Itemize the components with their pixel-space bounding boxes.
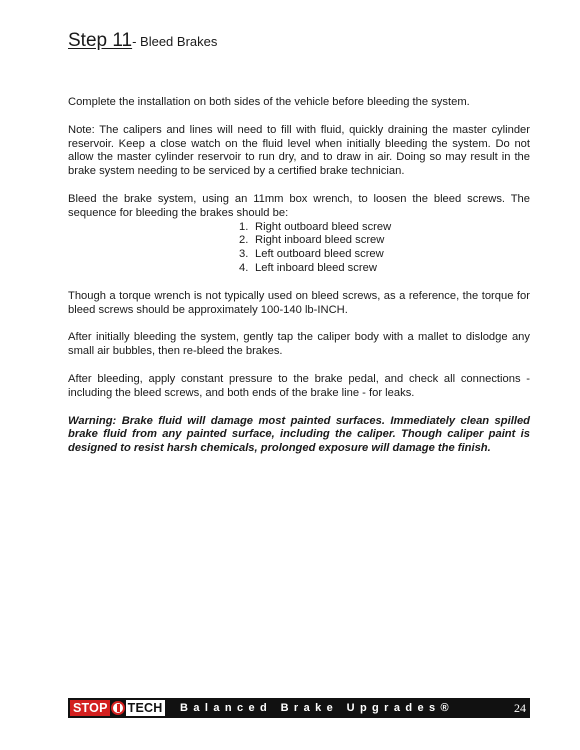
bleed-instructions-paragraph: Bleed the brake system, using an 11mm box wrench, to loosen the bleed screws. The sequence for bleeding the brakes should be: <box>68 192 530 219</box>
list-item: 4. Left inboard bleed screw <box>239 261 377 274</box>
step-number: Step 11 <box>68 30 133 51</box>
list-item: 3. Left outboard bleed screw <box>239 248 384 261</box>
leak-check-paragraph: After bleeding, apply constant pressure to the brake pedal, and check all connections - including the bleed screws, and both ends of the brake line - for leaks. <box>68 372 530 399</box>
logo-tech-text: TECH <box>126 700 166 716</box>
list-item: 2. Right inboard bleed screw <box>239 234 385 247</box>
stoptech-logo <box>68 698 165 718</box>
stoptech-logo-icon <box>111 701 125 715</box>
footer-tagline: Balanced Brake Upgrades® <box>180 702 455 714</box>
step-heading <box>68 30 217 52</box>
torque-paragraph: Though a torque wrench is not typically used on bleed screws, as a reference, the torque for bleed screws should be approximately 100-140 lb-INCH. <box>68 289 530 316</box>
list-item: 1. Right outboard bleed screw <box>239 220 392 233</box>
instructions-body <box>68 96 530 470</box>
step-title: - Bleed Brakes <box>132 34 218 49</box>
rebleed-paragraph: After initially bleeding the system, gently tap the caliper body with a mallet to dislodge any small air bubbles, then re-bleed the brakes. <box>68 331 530 358</box>
logo-stop-text: STOP <box>70 700 110 716</box>
intro-paragraph: Complete the installation on both sides of the vehicle before bleeding the system. <box>68 96 470 108</box>
warning-paragraph: Warning: Brake fluid will damage most painted surfaces. Immediately clean spilled brake fluid from any painted surface, including the caliper. Though caliper paint is designed to resist harsh chemicals, prolonged exposure will damage the finish. <box>68 414 530 455</box>
bleed-sequence-list <box>68 221 530 276</box>
note-paragraph: Note: The calipers and lines will need to fill with fluid, quickly draining the master cylinder reservoir. Keep a close watch on the fluid level when initially bleeding the system. Do not allow the master cylinder reservoir to run dry, and to draw in air. Doing so may result in the brake system needing to be serviced by a certified brake technician. <box>68 123 530 178</box>
footer-bar <box>68 698 530 718</box>
page-number: 24 <box>514 701 526 715</box>
